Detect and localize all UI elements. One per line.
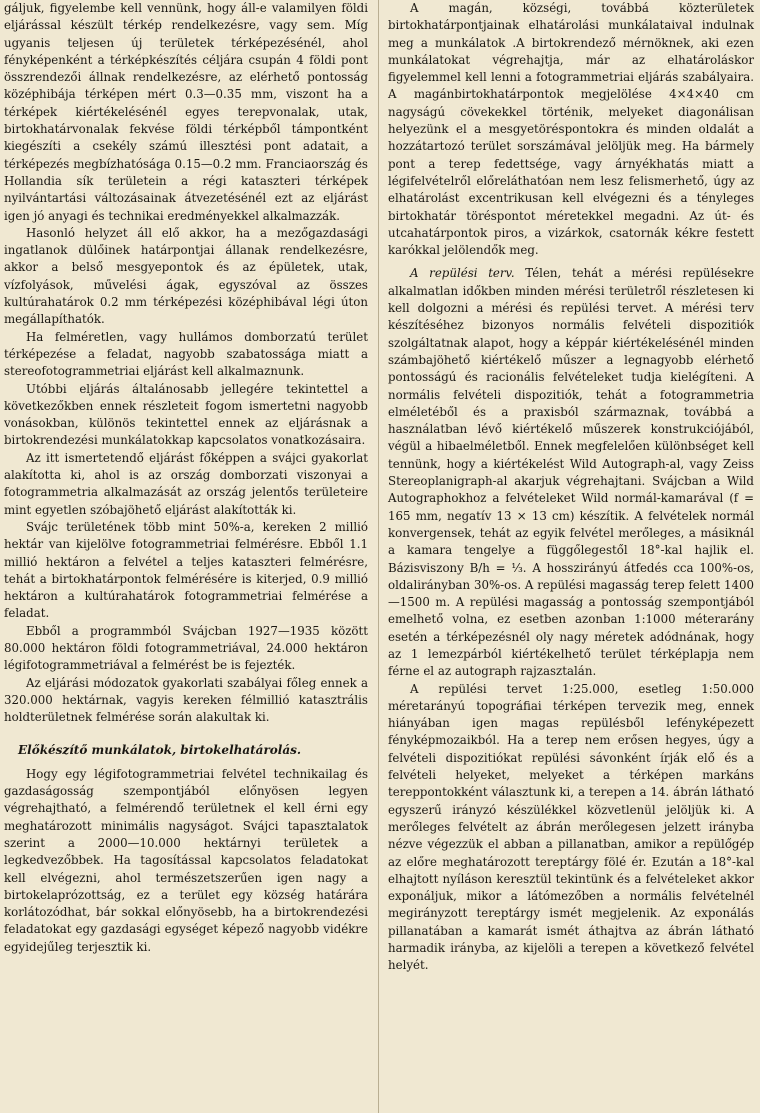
paragraph-text: Télen, tehát a mérési repülésekre alkalmatlan időkben minden mérési területről részletesen ki kell dolgozni a mérési és repülési tervet. A mérési terv készítéséhez bizonyos normális felvételi dispozitiók szolgáltatnak alapot, hogy a képpár kiértékelésénél minden számbajöhető kiértékelő műszer a legnagyobb elérhető pontosságú és racionális felvételeket tudja kielégíteni. A normális felvételi dispozitiók, tehát a fotogrammetria elméletéből és a praxisból származnak, továbbá a használatban lévő kiértékelő műszerek konstrukciójából, végül a hibaelméletből. Ennek megfelelően különbséget kell tennünk, hogy a kiértékelést Wild Autograph-al, vagy Zeiss Stereoplanigraph-al akarjuk végrehajtani. Svájcban a Wild Autographokhoz a felvételeket Wild normál-kamarával (f = 165 mm, negatív 13 × 13 cm) készítik. A felvételek normál konvergensek, tehát az egyik felvétel merőleges, a másiknál a kamara tengelye a függőlegestől 18°-kal hajlik el. Bázisviszony B/h = ⅓. A hosszirányú átfedés cca 100%-os, oldalirányban 30%-os. A repülési magasság terep felett 1400—1500 m. A repülési magasság a pontosság szempontjából emelhető volna, ez esetben azonban 1:1000 méterarány esetén a térképezésnél oly nagy méretek adódnának, hogy az 1 lemezpárból kiértékelhető terület térképlapja nem férne el az autograph rajzasztalán. xyxy=(388,266,754,679)
column-divider xyxy=(378,0,379,1113)
paragraph: Svájc területének több mint 50%-a, kereken 2 millió hektár van kijelölve fotogrammetriai felmérésre. Ebből 1.1 millió hektáron a felvétel a teljes kataszteri felmérésre, tehát a birtokhatárpontok felmérésére is kiterjed, 0.9 millió hektáron a kultúrahatárok fotogrammetriai felmérése a feladat. xyxy=(4,519,368,621)
paragraph: Utóbbi eljárás általánosabb jellegére tekintettel a következőkben ennek részleteit fogom ismertetni nagyobb vonásokban, különös tekintettel ennek az eljárásnak a birtokrendezési munkálatokkap kapcsolatos vonatkozásaira. xyxy=(4,381,368,448)
paragraph: A repülési tervet 1:25.000, esetleg 1:50.000 méretarányú topográfiai térképen tervezik meg, ennek hiányában igen magas repülésből lefényképezett fényképmozaikból. Ha a terep nem erősen hegyes, úgy a felvételi dispozitiókat repülési sávonként írják elő és a felvételi helyeket, melyeket a térképen markáns tereppontokként választunk ki, a terepen a 14. ábrán látható egyszerű irányzó készülékkel közvetlenül jelöljük ki. A merőleges felvételt az ábrán merőlegesen jelzett irányba nézve végezzük el abban a pillanatban, amikor a repülőgép az előre meghatározott tereptárgy fölé ér. Ezután a 18°-kal elhajtott nyíláson keresztül tekintünk és a felvételeket akkor exponáljuk, mikor a látómezőben a normális felvételnél megirányzott tereptárgy ismét megjelenik. Az exponálás pillanatában a kamarát ismét áthajtva az ábrán látható harmadik irányba, az kijelöli a terepen a következő felvétel helyét. xyxy=(388,681,754,973)
inline-heading: A repülési terv. xyxy=(410,266,515,281)
paragraph: Ha felméretlen, vagy hullámos domborzatú terület térképezése a feladat, nagyobb szabatossága miatt a stereofotogrammetriai eljárást kell alkalmaznunk. xyxy=(4,329,368,379)
right-column xyxy=(388,0,754,975)
paragraph-with-inline-heading xyxy=(388,265,754,680)
paragraph: A magán, községi, továbbá közterületek birtokhatárpontjainak elhatárolási munkálataival indulnak meg a munkálatok .A birtokrendező mérnöknek, aki ezen munkálatokat végrehajtja, már az elhatároláskor figyelemmel kell lenni a fotogrammetriai eljárás szabályaira. A magánbirtokhatárpontok megjelölése 4×4×40 cm nagyságú cövekekkel történik, melyeket diagonálisan helyezünk el a mesgyetöréspontokra és minden oldalát a hozzátartozó terület sorszámával jelöljük meg. Ha bármely pont a terep fedettsége, vagy árnyékhatás miatt a légifelvételről előreláthatóan nem lesz felismerhető, úgy az elhatárolást excentrikusan kell elvégezni és a tényleges birtokhatár töréspontot méretekkel megadni. Az út- és utcahatárpontok piros, a vizárkok, csatornák kékre festett karókkal jelölendők meg. xyxy=(388,1,754,258)
paragraph: Hasonló helyzet áll elő akkor, ha a mezőgazdasági ingatlanok dülőinek határpontjai állanak rendelkezésre, akkor a belső mesgyepontok és az épületek, utak, vízfolyások, művelési ágak, egyszóval az összes kultúrahatárok 0.2 mm térképezési középhibával légi úton megállapíthatók. xyxy=(4,225,368,327)
paragraph: Hogy egy légifotogrammetriai felvétel technikailag és gazdaságosság szempontjából előnyösen legyen végrehajtható, a felmérendő területnek el kell érni egy meghatározott minimális nagyságot. Svájci tapasztalatok szerint a 2000—10.000 hektárnyi területek a legkedvezőbbek. Ha tagosítással kapcsolatos feladatokat kell elvégezni, ahol természetszerűen igen nagy a birtokelaprózottság, ez a terület egy község határára korlátozódhat, bár sokkal előnyösebb, ha a birtokrendezési feladatokat egy gazdasági egységet képező nagyobb vidékre egyidejűleg terjesztik ki. xyxy=(4,766,368,954)
section-heading: Előkészítő munkálatok, birtokelhatárolás. xyxy=(18,743,302,758)
paragraph: Az itt ismertetendő eljárást főképpen a svájci gyakorlat alakította ki, ahol is az ország domborzati viszonyai a fotogrammetria alkalmazását az ország jelentős területeire mint egyetlen szóbajöhető eljárást alakították ki. xyxy=(4,450,368,517)
paragraph: Ebből a programmból Svájcban 1927—1935 között 80.000 hektáron földi fotogrammetriával, 24.000 hektáron légifotogrammetriával a felmérést be is fejezték. xyxy=(4,623,368,673)
left-column xyxy=(4,0,368,956)
paragraph: gáljuk, figyelembe kell vennünk, hogy áll-e valamilyen földi eljárással készült térkép rendelkezésre, vagy sem. Míg ugyanis teljesen új területek térképezésénél, ahol fényképenként a térképkészítés céljára csupán 4 földi pont összrendezői állnak rendelkezésre, az elérhető pontosság középhibája térképen mért 0.3—0.35 mm, viszont ha a térképek kiértékelésénél egyes terepvonalak, utak, birtokhatárvonalak fekvése földi térképből támpontként kiegészíti a csekély számú illesztési pont adatait, a térképezés megbízhatósága 0.15—0.2 mm. Franciaország és Hollandia sík területein a régi kataszteri térképek nyilvántartási változásainak átvezetésénél ezt az eljárást igen jó anyagi és technikai eredményekkel alkalmazzák. xyxy=(4,1,368,223)
paragraph: Az eljárási módozatok gyakorlati szabályai főleg ennek a 320.000 hektárnak, vagyis kereken félmillió katasztrális holdterületnek felmérése során alakultak ki. xyxy=(4,675,368,725)
